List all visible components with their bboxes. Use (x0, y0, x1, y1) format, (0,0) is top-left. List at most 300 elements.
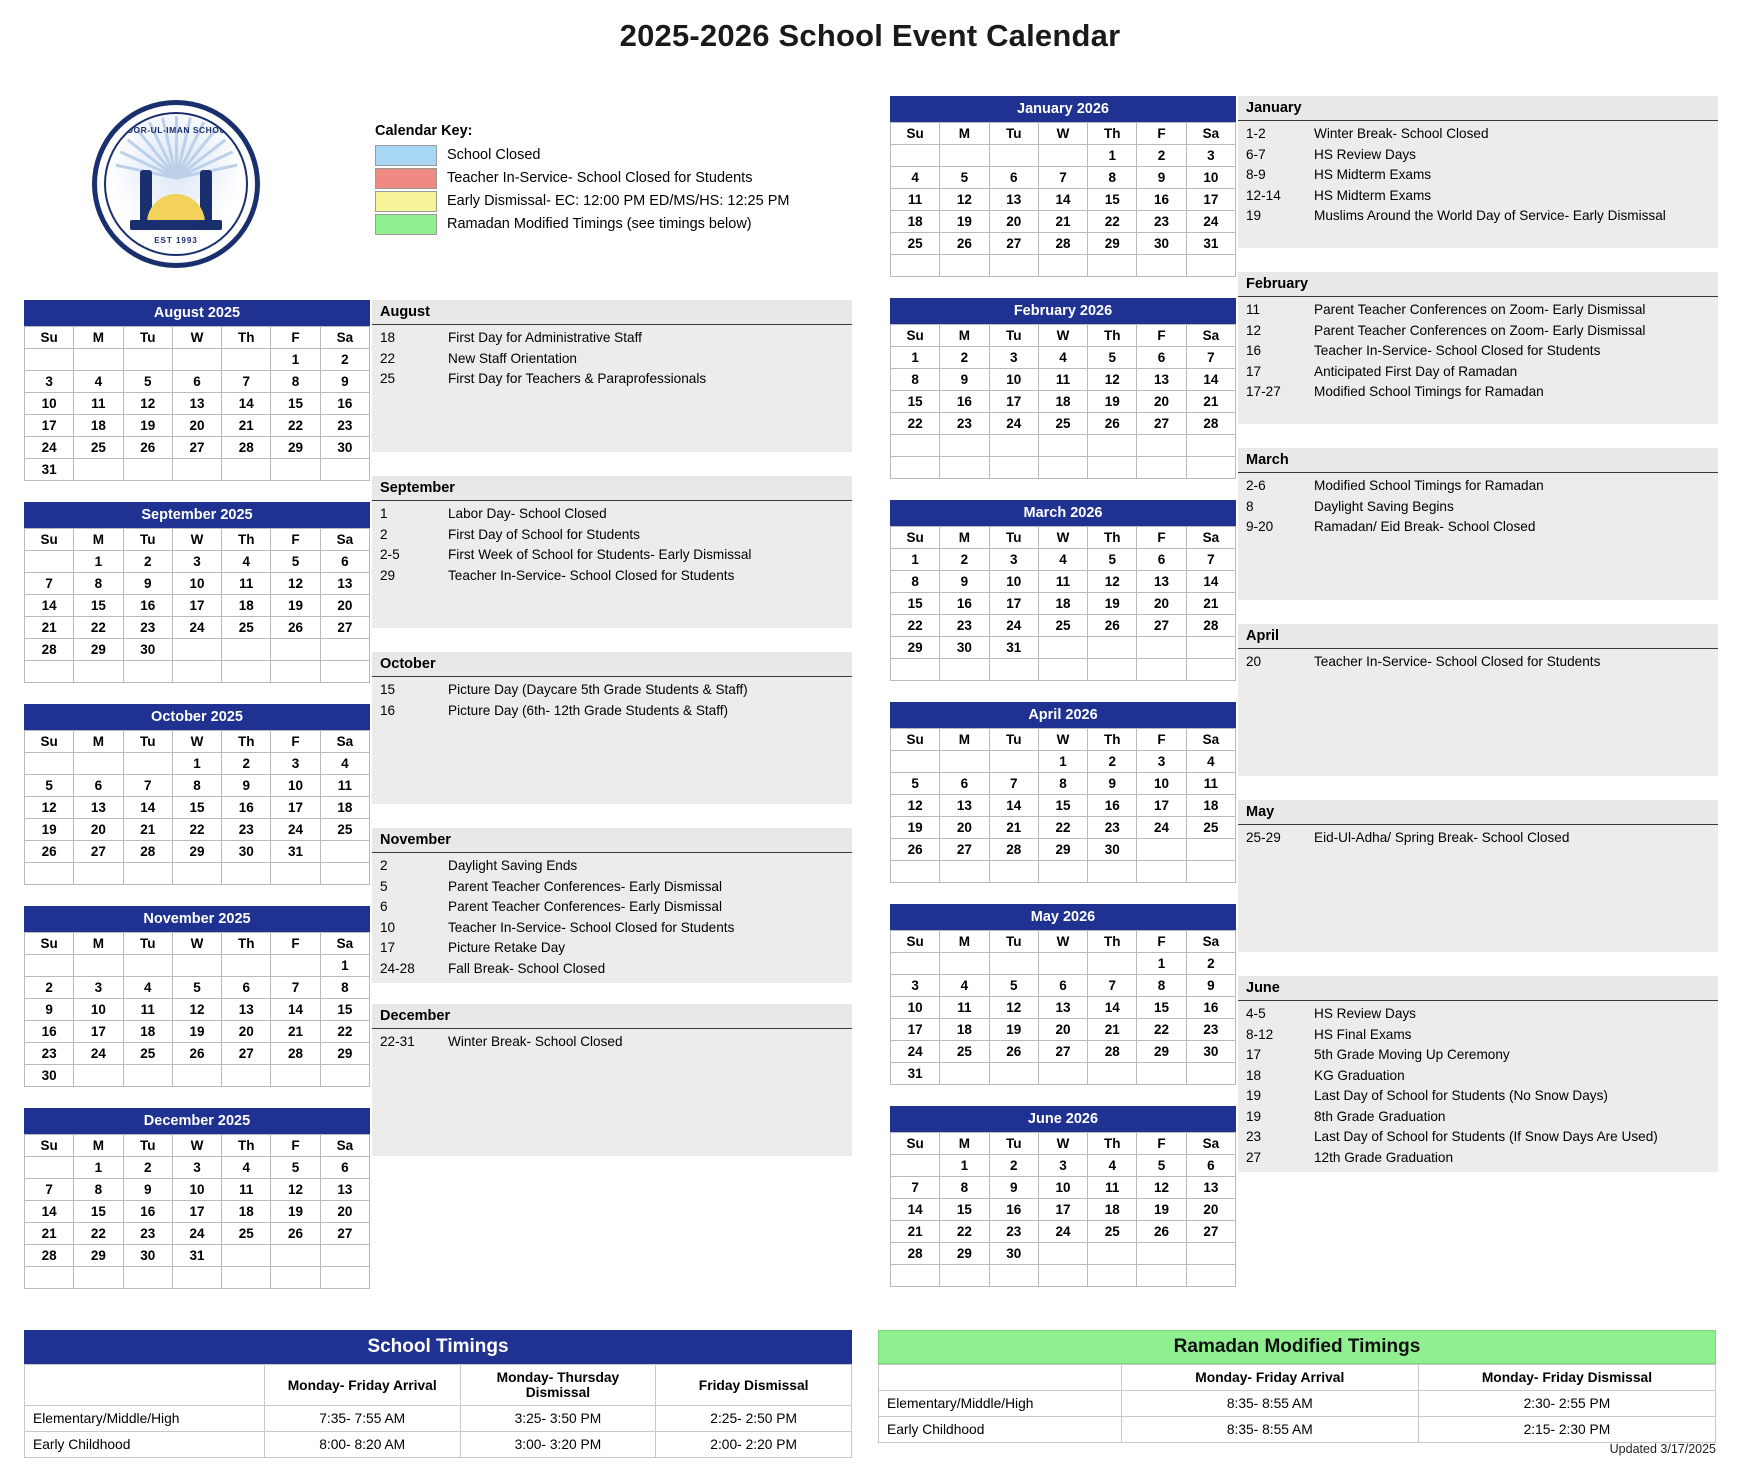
event-description: Fall Break- School Closed (448, 960, 606, 976)
day-cell-empty (1038, 145, 1087, 167)
weekday-header: Tu (989, 931, 1038, 953)
day-cell: 21 (25, 1223, 74, 1245)
event-row (1238, 145, 1718, 166)
week-row (891, 369, 1236, 391)
weekday-header: Tu (123, 327, 172, 349)
day-cell-empty (891, 145, 940, 167)
day-cell-empty (222, 661, 271, 683)
weekday-header: Su (891, 1133, 940, 1155)
day-cell: 2 (222, 753, 271, 775)
day-cell-empty (271, 1065, 320, 1087)
weekday-header: M (74, 1135, 123, 1157)
month-block-november-2025 (24, 906, 370, 1087)
calendar-key-label: Ramadan Modified Timings (see timings below) (447, 216, 752, 232)
event-date: 2 (380, 858, 388, 873)
day-cell: 17 (1186, 189, 1235, 211)
weekday-header: Th (1088, 325, 1137, 347)
day-cell-empty (1186, 637, 1235, 659)
day-cell: 3 (891, 975, 940, 997)
day-cell: 30 (989, 1243, 1038, 1265)
day-cell: 27 (320, 1223, 369, 1245)
month-title: June 2026 (890, 1106, 1236, 1132)
day-cell: 18 (320, 797, 369, 819)
day-cell: 17 (172, 595, 221, 617)
day-cell: 8 (320, 977, 369, 999)
day-cell-empty (891, 255, 940, 277)
day-cell-empty (123, 955, 172, 977)
day-cell: 30 (123, 1245, 172, 1267)
weekday-header: M (74, 933, 123, 955)
day-cell-empty (940, 1265, 989, 1287)
day-cell-empty (1186, 1063, 1235, 1085)
day-cell-empty (1038, 861, 1087, 883)
day-cell: 17 (74, 1021, 123, 1043)
day-cell: 12 (1088, 571, 1137, 593)
event-description: Teacher In-Service- School Closed for Students (1314, 343, 1601, 358)
day-cell-empty (1137, 1243, 1186, 1265)
day-cell: 17 (989, 593, 1038, 615)
week-row (891, 413, 1236, 435)
day-cell: 13 (940, 795, 989, 817)
day-cell: 10 (1137, 773, 1186, 795)
month-grid (24, 326, 370, 481)
weekday-header: M (74, 529, 123, 551)
week-row (25, 415, 370, 437)
day-cell: 27 (320, 617, 369, 639)
event-date: 25-29 (1246, 830, 1281, 845)
day-cell: 18 (1038, 593, 1087, 615)
event-list (372, 1029, 852, 1156)
event-row (1238, 497, 1718, 518)
ramadan-timings-table (878, 1364, 1716, 1443)
event-description: Ramadan/ Eid Break- School Closed (1314, 519, 1536, 534)
day-cell: 8 (940, 1177, 989, 1199)
day-cell: 29 (1137, 1041, 1186, 1063)
event-row (1238, 206, 1718, 227)
event-date: 6-7 (1246, 146, 1266, 162)
event-description: Modified School Timings for Ramadan (1314, 384, 1544, 399)
event-description: Parent Teacher Conferences- Early Dismissal (448, 899, 722, 914)
day-cell: 19 (25, 819, 74, 841)
day-cell: 15 (1137, 997, 1186, 1019)
day-cell-empty (320, 1267, 369, 1289)
day-cell-empty (222, 955, 271, 977)
event-row (1238, 1025, 1718, 1046)
day-cell-empty (1137, 1265, 1186, 1287)
day-cell-empty (271, 661, 320, 683)
day-cell: 7 (989, 773, 1038, 795)
day-cell-empty (320, 1065, 369, 1087)
day-cell-empty (320, 639, 369, 661)
day-cell-empty (940, 861, 989, 883)
day-cell: 5 (1137, 1155, 1186, 1177)
day-cell: 4 (1038, 549, 1087, 571)
event-row (1238, 362, 1718, 383)
day-cell: 22 (74, 617, 123, 639)
event-column-left (372, 300, 852, 1180)
weekday-header: Sa (1186, 325, 1235, 347)
day-cell: 22 (172, 819, 221, 841)
day-cell: 6 (1186, 1155, 1235, 1177)
day-cell: 27 (172, 437, 221, 459)
event-description: Teacher In-Service- School Closed for Students (448, 919, 735, 935)
day-cell: 26 (172, 1043, 221, 1065)
day-cell-empty (891, 659, 940, 681)
week-row (25, 1065, 370, 1087)
week-row (25, 1043, 370, 1065)
day-cell: 26 (940, 233, 989, 255)
day-cell: 9 (222, 775, 271, 797)
day-cell: 24 (1137, 817, 1186, 839)
day-cell-empty (172, 1065, 221, 1087)
event-row (1238, 828, 1718, 849)
day-cell-empty (1137, 1063, 1186, 1085)
week-row (25, 797, 370, 819)
event-description: First Day for Teachers & Paraprofessionals (448, 371, 707, 386)
day-cell-empty (25, 955, 74, 977)
day-cell-empty (25, 753, 74, 775)
day-cell-empty (74, 349, 123, 371)
day-cell: 12 (123, 393, 172, 415)
event-date: 16 (380, 702, 396, 718)
event-date: 15 (380, 682, 396, 697)
week-row (25, 1201, 370, 1223)
day-cell: 27 (222, 1043, 271, 1065)
week-row (25, 437, 370, 459)
month-column-right (890, 96, 1236, 1308)
week-row (891, 1041, 1236, 1063)
event-row (372, 856, 852, 877)
day-cell: 24 (172, 1223, 221, 1245)
day-cell-empty (989, 751, 1038, 773)
day-cell-empty (1137, 861, 1186, 883)
day-cell: 26 (271, 617, 320, 639)
event-month-heading: August (372, 300, 852, 325)
event-date: 2-5 (380, 547, 400, 562)
day-cell-empty (222, 349, 271, 371)
day-cell: 7 (222, 371, 271, 393)
day-cell: 18 (74, 415, 123, 437)
day-cell: 15 (891, 391, 940, 413)
day-cell: 11 (123, 999, 172, 1021)
day-cell: 2 (123, 1157, 172, 1179)
day-cell: 23 (989, 1221, 1038, 1243)
day-cell: 14 (1038, 189, 1087, 211)
event-description: Teacher In-Service- School Closed for Students (1314, 654, 1601, 669)
event-description: Parent Teacher Conferences- Early Dismissal (448, 878, 722, 894)
weekday-header: Th (1088, 527, 1137, 549)
day-cell: 23 (1088, 817, 1137, 839)
day-cell: 10 (172, 1179, 221, 1201)
week-row (891, 615, 1236, 637)
day-cell-empty (172, 863, 221, 885)
day-cell: 25 (891, 233, 940, 255)
day-cell: 29 (940, 1243, 989, 1265)
month-grid (890, 324, 1236, 479)
day-cell: 3 (172, 551, 221, 573)
event-row (1238, 652, 1718, 673)
event-list (1238, 825, 1718, 952)
day-cell: 23 (940, 615, 989, 637)
day-cell: 25 (222, 1223, 271, 1245)
day-cell-empty (1137, 255, 1186, 277)
event-date: 17-27 (1246, 384, 1281, 399)
day-cell: 20 (172, 415, 221, 437)
day-cell: 12 (172, 999, 221, 1021)
event-block-february (1238, 272, 1718, 427)
event-row (1238, 186, 1718, 207)
event-description: Modified School Timings for Ramadan (1314, 478, 1544, 493)
event-date: 8-9 (1246, 167, 1266, 182)
weekday-header: W (1038, 123, 1087, 145)
day-cell-empty (271, 639, 320, 661)
day-cell-empty (1038, 255, 1087, 277)
week-row (25, 459, 370, 481)
day-cell: 22 (940, 1221, 989, 1243)
day-cell: 19 (123, 415, 172, 437)
day-cell: 6 (74, 775, 123, 797)
week-row (891, 211, 1236, 233)
week-row (25, 551, 370, 573)
day-cell-empty (1038, 953, 1087, 975)
day-cell: 28 (989, 839, 1038, 861)
event-date: 18 (1246, 1067, 1262, 1083)
day-cell: 3 (1038, 1155, 1087, 1177)
day-cell: 16 (25, 1021, 74, 1043)
calendar-key (375, 123, 845, 236)
day-cell: 23 (1186, 1019, 1235, 1041)
day-cell: 29 (1038, 839, 1087, 861)
day-cell: 2 (1137, 145, 1186, 167)
day-cell-empty (320, 661, 369, 683)
day-cell: 16 (123, 1201, 172, 1223)
day-cell: 18 (1038, 391, 1087, 413)
day-cell-empty (74, 863, 123, 885)
week-row (25, 753, 370, 775)
weekday-header: M (940, 729, 989, 751)
day-cell: 3 (172, 1157, 221, 1179)
weekday-header: Tu (123, 933, 172, 955)
day-cell: 29 (891, 637, 940, 659)
day-cell: 9 (1088, 773, 1137, 795)
calendar-key-label: Early Dismissal- EC: 12:00 PM ED/MS/HS: 12:25 PM (447, 193, 790, 209)
day-cell: 19 (271, 1201, 320, 1223)
day-cell-empty (940, 659, 989, 681)
day-cell: 15 (891, 593, 940, 615)
event-list (1238, 649, 1718, 776)
day-cell-empty (271, 1245, 320, 1267)
day-cell: 22 (320, 1021, 369, 1043)
event-row (372, 877, 852, 898)
day-cell: 13 (222, 999, 271, 1021)
week-row (891, 189, 1236, 211)
day-cell-empty (891, 1155, 940, 1177)
weekday-header: M (74, 327, 123, 349)
day-cell: 23 (940, 413, 989, 435)
event-row (372, 525, 852, 546)
day-cell: 8 (891, 369, 940, 391)
event-description: Picture Retake Day (448, 940, 566, 955)
day-cell-empty (1186, 1243, 1235, 1265)
week-row (891, 1019, 1236, 1041)
event-row (1238, 1066, 1718, 1087)
event-month-heading: October (372, 652, 852, 677)
weekday-header: M (940, 931, 989, 953)
day-cell: 8 (271, 371, 320, 393)
event-description: Muslims Around the World Day of Service- Early Dismissal (1314, 208, 1666, 223)
day-cell: 31 (989, 637, 1038, 659)
event-row (372, 504, 852, 525)
day-cell: 19 (1088, 593, 1137, 615)
day-cell: 4 (1038, 347, 1087, 369)
day-cell: 10 (989, 571, 1038, 593)
day-cell: 19 (989, 1019, 1038, 1041)
event-description: HS Review Days (1314, 1006, 1416, 1021)
day-cell: 25 (222, 617, 271, 639)
school-timings-title: School Timings (24, 1330, 852, 1364)
week-row (25, 863, 370, 885)
day-cell: 7 (1186, 347, 1235, 369)
week-row (891, 953, 1236, 975)
day-cell: 12 (989, 997, 1038, 1019)
timings-row (25, 1432, 852, 1458)
weekday-header: Sa (320, 1135, 369, 1157)
event-date: 22-31 (380, 1034, 415, 1049)
event-block-september (372, 476, 852, 631)
weekday-header: Th (222, 327, 271, 349)
day-cell: 4 (222, 1157, 271, 1179)
day-cell: 24 (271, 819, 320, 841)
timings-value: 3:00- 3:20 PM (460, 1432, 656, 1458)
week-row (891, 659, 1236, 681)
week-row (25, 1021, 370, 1043)
weekday-header: Sa (1186, 123, 1235, 145)
day-cell: 2 (1186, 953, 1235, 975)
day-cell: 12 (271, 1179, 320, 1201)
day-cell-empty (25, 1267, 74, 1289)
day-cell: 24 (1038, 1221, 1087, 1243)
day-cell: 16 (320, 393, 369, 415)
event-row (1238, 341, 1718, 362)
week-row (25, 955, 370, 977)
day-cell: 30 (123, 639, 172, 661)
event-block-november (372, 828, 852, 983)
event-row (1238, 382, 1718, 403)
event-description: Anticipated First Day of Ramadan (1314, 363, 1518, 379)
event-description: First Day of School for Students (448, 526, 640, 542)
month-title: December 2025 (24, 1108, 370, 1134)
day-cell: 16 (940, 391, 989, 413)
day-cell: 1 (271, 349, 320, 371)
timings-row-label: Early Childhood (25, 1432, 265, 1458)
day-cell: 20 (989, 211, 1038, 233)
weekday-header: Sa (1186, 729, 1235, 751)
week-row (891, 861, 1236, 883)
day-cell: 14 (123, 797, 172, 819)
day-cell: 13 (1137, 571, 1186, 593)
day-cell-empty (1088, 953, 1137, 975)
day-cell-empty (172, 661, 221, 683)
day-cell-empty (123, 349, 172, 371)
day-cell: 27 (74, 841, 123, 863)
day-cell: 13 (989, 189, 1038, 211)
month-title: October 2025 (24, 704, 370, 730)
weekday-header: Su (25, 933, 74, 955)
day-cell-empty (1038, 1063, 1087, 1085)
day-cell: 17 (1137, 795, 1186, 817)
timings-value: 7:35- 7:55 AM (264, 1406, 460, 1432)
day-cell: 15 (74, 1201, 123, 1223)
day-cell-empty (123, 1267, 172, 1289)
day-cell: 28 (1038, 233, 1087, 255)
logo-bottom-text: EST 1993 (154, 236, 198, 245)
day-cell: 12 (271, 573, 320, 595)
day-cell: 27 (1137, 615, 1186, 637)
event-date: 22 (380, 350, 396, 366)
timings-column-header (879, 1365, 1122, 1391)
event-month-heading: September (372, 476, 852, 501)
day-cell: 26 (1137, 1221, 1186, 1243)
day-cell: 31 (891, 1063, 940, 1085)
day-cell: 2 (320, 349, 369, 371)
day-cell-empty (1186, 457, 1235, 479)
day-cell: 10 (25, 393, 74, 415)
day-cell-empty (222, 459, 271, 481)
day-cell: 9 (123, 573, 172, 595)
day-cell: 29 (74, 1245, 123, 1267)
event-description: 12th Grade Graduation (1314, 1149, 1454, 1165)
day-cell-empty (1137, 637, 1186, 659)
day-cell: 13 (1137, 369, 1186, 391)
event-date: 25 (380, 371, 396, 386)
event-description: Last Day of School for Students (No Snow Days) (1314, 1088, 1608, 1103)
event-description: KG Graduation (1314, 1067, 1405, 1083)
day-cell-empty (74, 661, 123, 683)
day-cell: 19 (1088, 391, 1137, 413)
day-cell-empty (1088, 457, 1137, 479)
day-cell: 17 (1038, 1199, 1087, 1221)
day-cell: 6 (222, 977, 271, 999)
day-cell: 17 (891, 1019, 940, 1041)
week-row (891, 1265, 1236, 1287)
event-date: 5 (380, 878, 388, 894)
day-cell: 5 (1088, 549, 1137, 571)
month-grid (24, 730, 370, 885)
day-cell: 22 (271, 415, 320, 437)
day-cell: 19 (940, 211, 989, 233)
week-row (891, 1155, 1236, 1177)
weekday-header: F (1137, 931, 1186, 953)
day-cell-empty (222, 863, 271, 885)
day-cell: 18 (940, 1019, 989, 1041)
week-row (891, 795, 1236, 817)
day-cell-empty (320, 1245, 369, 1267)
day-cell-empty (222, 1267, 271, 1289)
event-month-heading: December (372, 1004, 852, 1029)
month-block-march-2026 (890, 500, 1236, 681)
month-block-january-2026 (890, 96, 1236, 277)
event-block-december (372, 1004, 852, 1159)
day-cell: 21 (271, 1021, 320, 1043)
day-cell: 4 (222, 551, 271, 573)
day-cell: 28 (891, 1243, 940, 1265)
day-cell: 25 (74, 437, 123, 459)
day-cell: 13 (1186, 1177, 1235, 1199)
day-cell-empty (1186, 861, 1235, 883)
weekday-header: Su (891, 931, 940, 953)
event-date: 23 (1246, 1129, 1262, 1144)
day-cell: 1 (74, 551, 123, 573)
